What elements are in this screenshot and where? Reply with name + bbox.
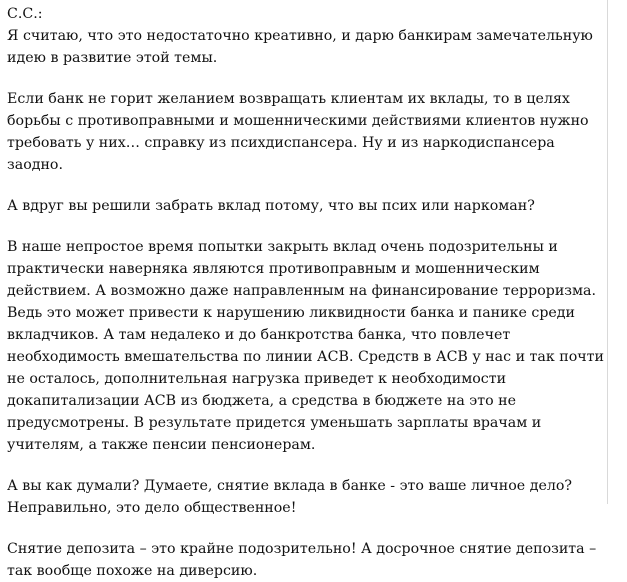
paragraph-3: А вдруг вы решили забрать вклад потому, что вы псих или наркоман? <box>7 198 535 214</box>
article-body <box>7 0 608 579</box>
paragraph-5: А вы как думали? Думаете, снятие вклада в банке - это ваше личное дело? Неправильно, это дело общественное! <box>7 478 572 516</box>
post-text <box>7 0 607 582</box>
paragraph-2: Если банк не горит желанием возвращать клиентам их вклады, то в целях борьбы с противоправными и мошенническими действиями клиентов нужно требовать у них… справку из психдиспансера. Ну и из наркодиспансера заодно. <box>7 91 589 173</box>
paragraph-1: Я считаю, что это недостаточно креативно, и дарю банкирам замечательную идею в развитие этой темы. <box>7 28 593 66</box>
author-signature: С.С.: <box>7 6 43 22</box>
paragraph-6: Снятие депозита – это крайне подозрительно! А досрочное снятие депозита – так вообще похоже на диверсию. <box>7 541 597 579</box>
paragraph-4: В наше непростое время попытки закрыть вклад очень подозрительны и практически наверняка являются противоправным и мошенническим действием. А возможно даже направленным на финансирование терроризма. Ведь это может привести к нарушению ликвидности банка и панике среди вкладчиков. А там недалеко и до банкротства банка, что повлечет необходимость вмешательства по линии АСВ. Средств в АСВ у нас и так почти не осталось, дополнительная нагрузка приведет к необходимости докапитализации АСВ из бюджета, а средства в бюджете на это не предусмотрены. В результате придется уменьшать зарплаты врачам и учителям, а также пенсии пенсионерам. <box>7 239 604 453</box>
